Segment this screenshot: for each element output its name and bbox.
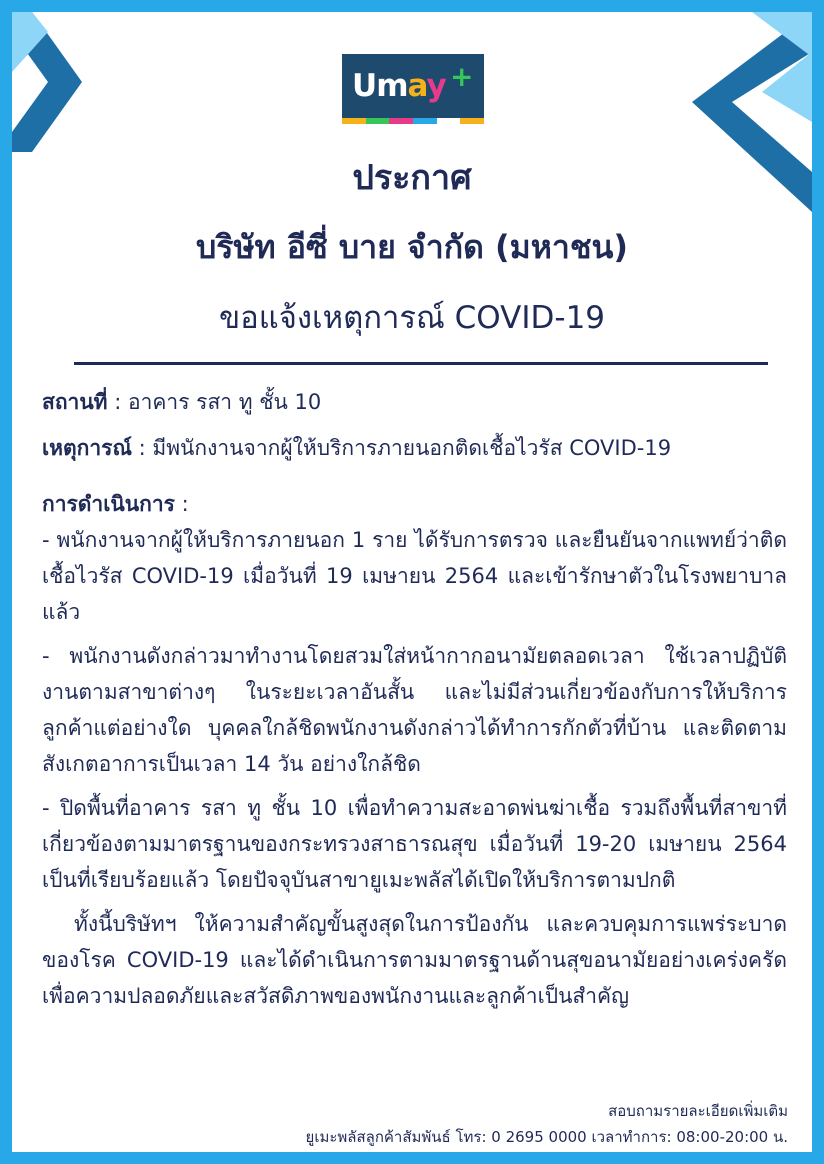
incident-line	[42, 430, 787, 466]
top-left-corner-decoration	[12, 12, 102, 152]
announcement-title: ประกาศ	[352, 158, 472, 198]
location-separator: :	[107, 390, 128, 414]
logo-plus: +	[450, 60, 474, 93]
action-item: - พนักงานจากผู้ให้บริการภายนอก 1 ราย ได้รับการตรวจ และยืนยันจากแพทย์ว่าติดเชื้อไวรัส COVID-19 เมื่อวันที่ 19 เมษายน 2564 และเข้ารักษาตัวในโรงพยาบาลแล้ว	[42, 528, 787, 624]
footer-contact-line: ยูเมะพลัสลูกค้าสัมพันธ์ โทร: 0 2695 0000 เวลาทำการ: 08:00-20:00 น.	[305, 1128, 788, 1146]
closing-paragraph: ทั้งนี้บริษัทฯ ให้ความสำคัญขั้นสูงสุดในการป้องกัน และควบคุมการแพร่ระบาดของโรค COVID-19 และได้ดำเนินการตามมาตรฐานด้านสุขอนามัยอย่างเคร่งครัด เพื่อความปลอดภัยและสวัสดิภาพของพนักงานและลูกค้าเป็นสำคัญ	[42, 912, 787, 1008]
location-label: สถานที่	[42, 390, 108, 414]
logo-wordmark	[352, 68, 446, 104]
announcement-subject: ขอแจ้งเหตุการณ์ COVID-19	[218, 300, 606, 336]
location-value: อาคาร รสา ทู ชั้น 10	[127, 390, 322, 414]
announcement-sheet	[12, 12, 812, 1152]
incident-label: เหตุการณ์	[42, 436, 132, 460]
company-name: บริษัท อีซี่ บาย จำกัด (มหาชน)	[195, 228, 629, 266]
logo-letter-m: m	[376, 68, 408, 104]
actions-label: การดำเนินการ	[42, 492, 175, 516]
logo-letter-y: y	[426, 68, 446, 104]
incident-value: มีพนักงานจากผู้ให้บริการภายนอกติดเชื้อไวรัส COVID-19	[152, 436, 672, 460]
action-item: - พนักงานดังกล่าวมาทำงานโดยสวมใส่หน้ากากอนามัยตลอดเวลา ใช้เวลาปฏิบัติงานตามสาขาต่างๆ ในระยะเวลาอันสั้น และไม่มีส่วนเกี่ยวข้องกับการให้บริการลูกค้าแต่อย่างใด บุคคลใกล้ชิดพนักงานดังกล่าวได้ทำการกักตัวที่บ้าน และติดตามสังเกตอาการเป็นเวลา 14 วัน อย่างใกล้ชิด	[42, 644, 787, 776]
actions-heading	[42, 486, 787, 522]
announcement-body	[42, 384, 787, 1014]
incident-separator: :	[131, 436, 153, 460]
logo-letter-u: U	[352, 68, 377, 104]
umay-plus-logo	[342, 54, 484, 124]
title-divider	[74, 362, 768, 365]
logo-letter-a: a	[407, 68, 427, 104]
logo-color-stripes	[342, 118, 484, 124]
contact-footer	[306, 1098, 788, 1150]
actions-separator: :	[174, 492, 189, 516]
action-item: - ปิดพื้นที่อาคาร รสา ทู ชั้น 10 เพื่อทำความสะอาดพ่นฆ่าเชื้อ รวมถึงพื้นที่สาขาที่เกี่ยวข้องตามมาตรฐานของกระทรวงสาธารณสุข เมื่อวันที่ 19-20 เมษายน 2564 เป็นที่เรียบร้อยแล้ว โดยปัจจุบันสาขายูเมะพลัสได้เปิดให้บริการตามปกติ	[42, 796, 787, 892]
footer-inquiry-line: สอบถามรายละเอียดเพิ่มเติม	[608, 1102, 788, 1120]
location-line	[42, 384, 787, 420]
